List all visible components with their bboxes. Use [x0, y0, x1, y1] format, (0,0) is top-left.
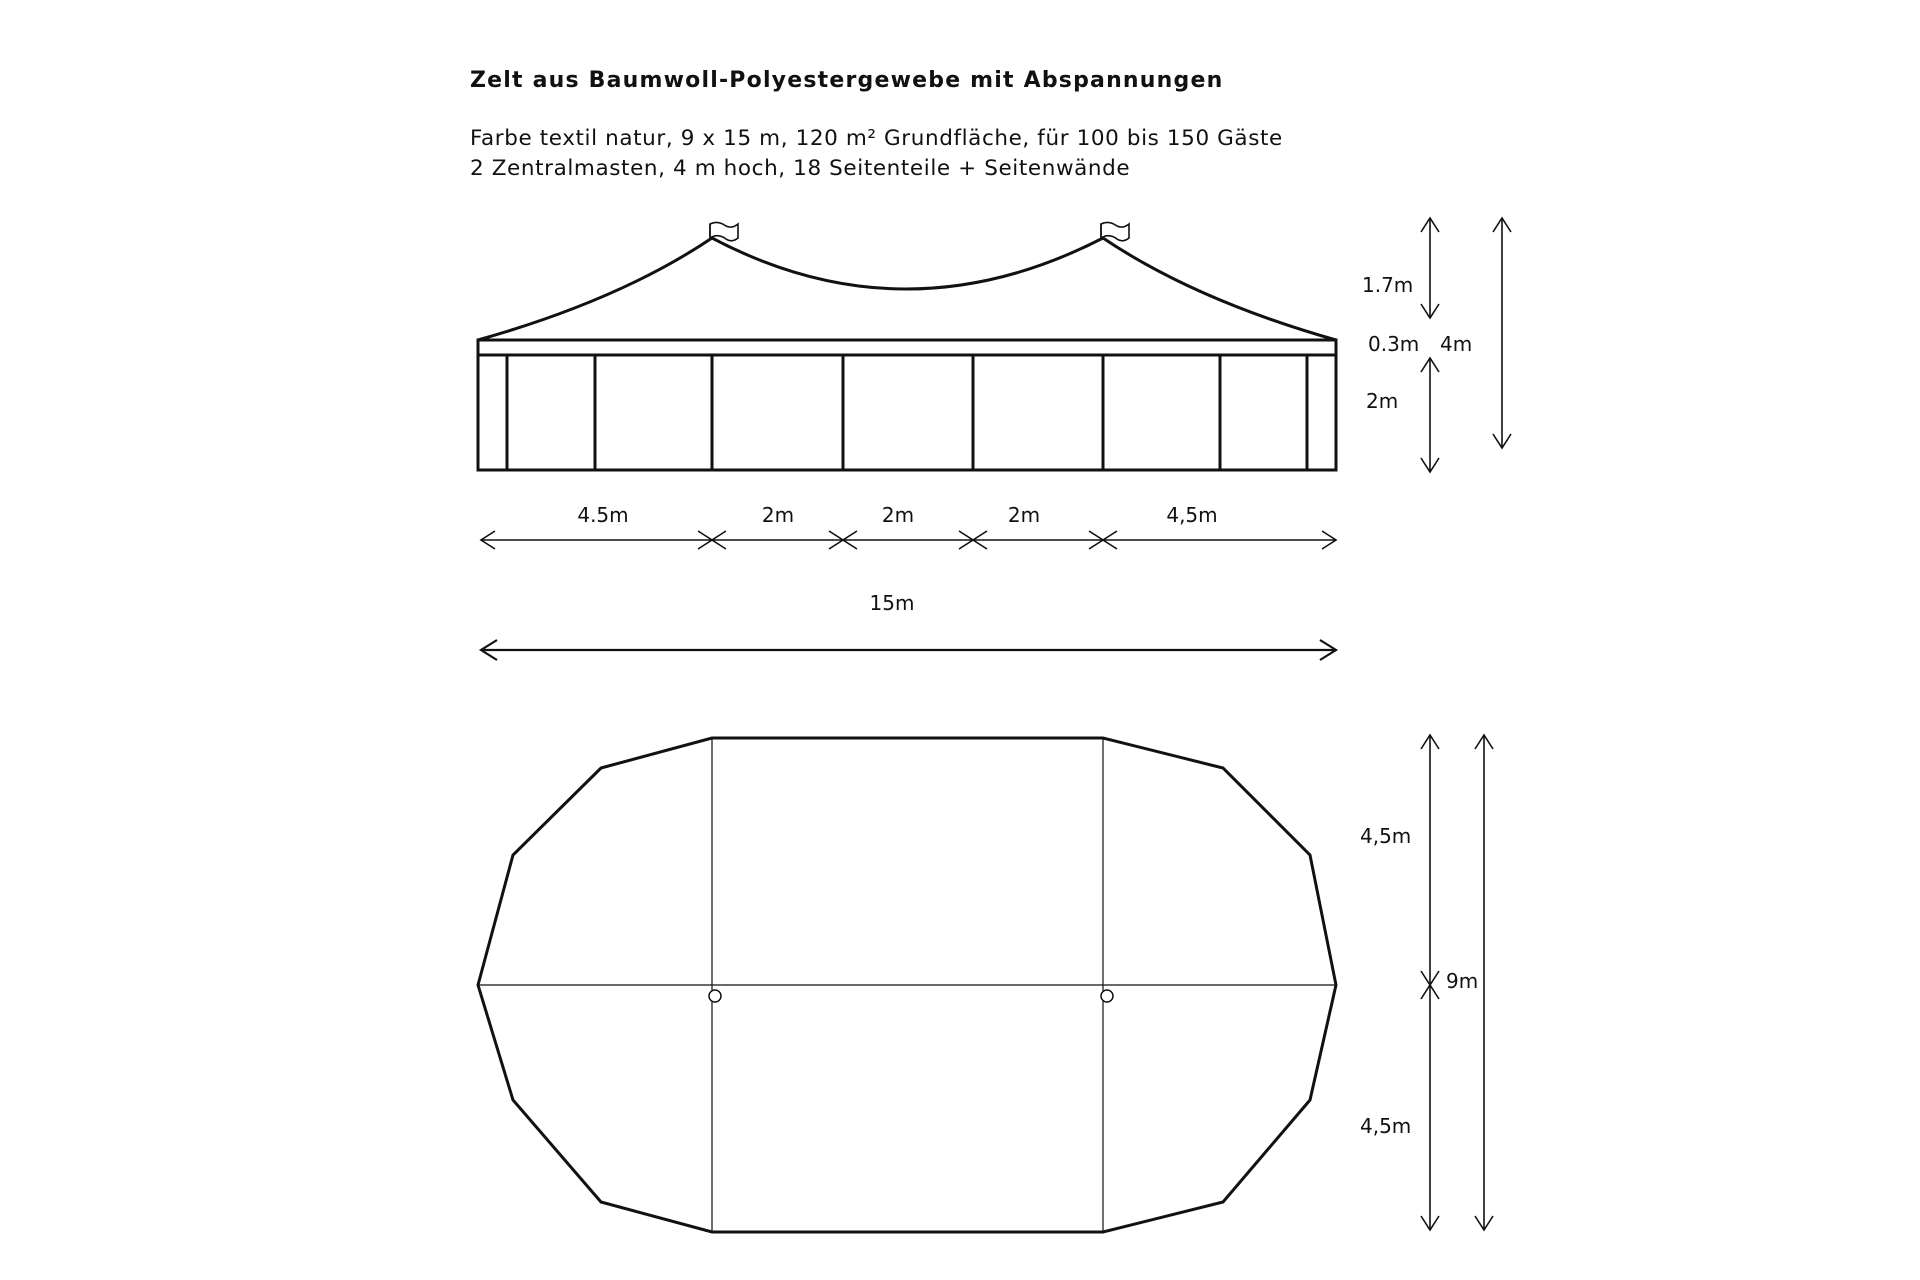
drawing-title: Zelt aus Baumwoll-Polyestergewebe mit Abspannungen [470, 68, 1224, 93]
roof-line-left [478, 238, 712, 340]
upper-half-depth-label: 4,5m [1360, 824, 1412, 848]
total-width-dimension-line [481, 640, 1336, 660]
wall-height-label: 2m [1366, 389, 1399, 413]
segment-label-4: 2m [1007, 503, 1041, 527]
tent-elevation [478, 222, 1336, 470]
segment-label-1: 4.5m [577, 503, 629, 527]
eave-band [478, 340, 1336, 355]
center-pole-marker [1101, 990, 1113, 1002]
lower-half-depth-label: 4,5m [1360, 1114, 1412, 1138]
floor-plan-axes [478, 738, 1336, 1232]
segment-label-5: 4,5m [1166, 503, 1218, 527]
tent-floor-plan [478, 738, 1336, 1232]
roof-height-label: 1.7m [1362, 273, 1414, 297]
description-line-1: Farbe textil natur, 9 x 15 m, 120 m² Grundfläche, für 100 bis 150 Gäste [470, 126, 1283, 151]
total-height-label: 4m [1440, 332, 1473, 356]
roof-line-middle [712, 238, 1103, 289]
center-pole-marker [709, 990, 721, 1002]
segment-label-3: 2m [881, 503, 915, 527]
total-width-label: 15m [869, 591, 915, 615]
roof-line-right [1103, 238, 1336, 340]
wall-panel-dividers [507, 355, 1307, 470]
side-wall [478, 355, 1336, 470]
total-depth-label: 9m [1446, 969, 1479, 993]
eave-height-label: 0.3m [1368, 332, 1420, 356]
segment-dimension-line [481, 531, 1336, 549]
segment-label-2: 2m [761, 503, 795, 527]
description-line-2: 2 Zentralmasten, 4 m hoch, 18 Seitenteile + Seitenwände [470, 156, 1131, 181]
